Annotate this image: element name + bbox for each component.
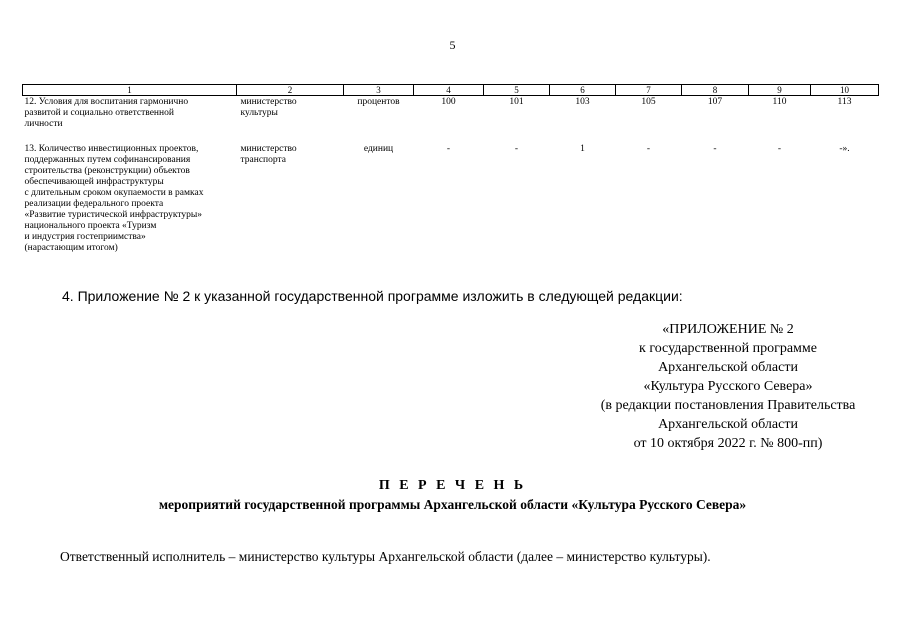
value-cell: 1 [580, 144, 585, 154]
value-cell: - [514, 144, 519, 154]
indicator-name-cell [23, 144, 237, 254]
value-cell: - [713, 144, 717, 154]
value-cell: 101 [509, 97, 524, 107]
value-cell: 105 [641, 97, 656, 107]
unit-cell: единиц [363, 144, 394, 154]
value-cell: - [446, 144, 451, 154]
indicator-name-line: и индустрия гостеприимства» [24, 232, 146, 242]
indicator-name-line: личности [24, 119, 63, 129]
appendix-line: Архангельской области [658, 360, 798, 375]
appendix-line: «ПРИЛОЖЕНИЕ № 2 [662, 322, 794, 337]
page-number: 5 [449, 38, 456, 52]
appendix-line: Архангельской области [658, 417, 798, 432]
indicator-name-line: 12. Условия для воспитания гармонично [24, 97, 189, 107]
appendix-line: (в редакции постановления Правительства [600, 398, 856, 413]
indicator-name-line: «Развитие туристической инфраструктуры» [24, 210, 203, 220]
appendix-header-block [560, 320, 896, 453]
responsible-line: транспорта [240, 155, 286, 165]
spacer-cell [23, 130, 879, 144]
value-cell: 103 [575, 97, 590, 107]
column-header: 10 [811, 85, 879, 96]
column-header: 5 [484, 85, 550, 96]
appendix-line: от 10 октября 2022 г. № 800-пп) [633, 436, 823, 451]
responsible-cell [237, 96, 344, 131]
responsible-executor-line: Ответственный исполнитель – министерство культуры Архангельской области (далее – министерство культуры). [60, 549, 711, 564]
table-row [23, 144, 879, 254]
indicator-table [22, 84, 879, 254]
table-header-row [23, 85, 879, 96]
column-header: 1 [23, 85, 237, 96]
value-cell: 100 [441, 97, 456, 107]
value-cell: - [646, 144, 651, 154]
indicator-name-line: (нарастающим итогом) [24, 243, 118, 253]
indicator-name-line: поддержанных путем софинансирования [24, 155, 191, 165]
responsible-line: культуры [240, 108, 278, 118]
table-row [23, 96, 879, 131]
value-cell: 107 [707, 97, 723, 107]
column-header: 4 [414, 85, 484, 96]
indicator-name-cell [23, 96, 237, 131]
value-cell: -». [839, 144, 850, 154]
responsible-cell [237, 144, 344, 254]
document-subtitle: мероприятий государственной программы Архангельской области «Культура Русского Севера» [158, 497, 747, 512]
column-header: 7 [616, 85, 682, 96]
column-header: 2 [237, 85, 344, 96]
column-header: 3 [344, 85, 414, 96]
value-cell: - [777, 144, 782, 154]
indicator-name-line: с длительным сроком окупаемости в рамках [24, 188, 204, 198]
indicator-name-line: национального проекта «Туризм [24, 221, 157, 231]
indicator-name-line: 13. Количество инвестиционных проектов, [24, 144, 199, 154]
indicator-name-line: строительства (реконструкции) объектов [24, 166, 190, 176]
amendment-item-4: 4. Приложение № 2 к указанной государственной программе изложить в следующей редакции: [62, 288, 683, 304]
responsible-line: министерство [240, 97, 297, 107]
indicator-name-line: реализации федерального проекта [24, 199, 164, 209]
unit-cell: процентов [357, 97, 400, 107]
indicator-name-line: обеспечивающей инфраструктуры [24, 177, 164, 187]
row-spacer [23, 130, 879, 144]
indicator-name-line: развитой и социально ответственной [24, 108, 174, 118]
column-header: 8 [682, 85, 749, 96]
document-title: П Е Р Е Ч Е Н Ь [378, 478, 527, 493]
appendix-line: к государственной программе [639, 341, 817, 356]
responsible-line: министерство [240, 144, 297, 154]
value-cell: 113 [837, 97, 852, 107]
column-header: 9 [749, 85, 811, 96]
appendix-line: «Культура Русского Севера» [643, 379, 813, 394]
column-header: 6 [550, 85, 616, 96]
value-cell: 110 [772, 97, 787, 107]
